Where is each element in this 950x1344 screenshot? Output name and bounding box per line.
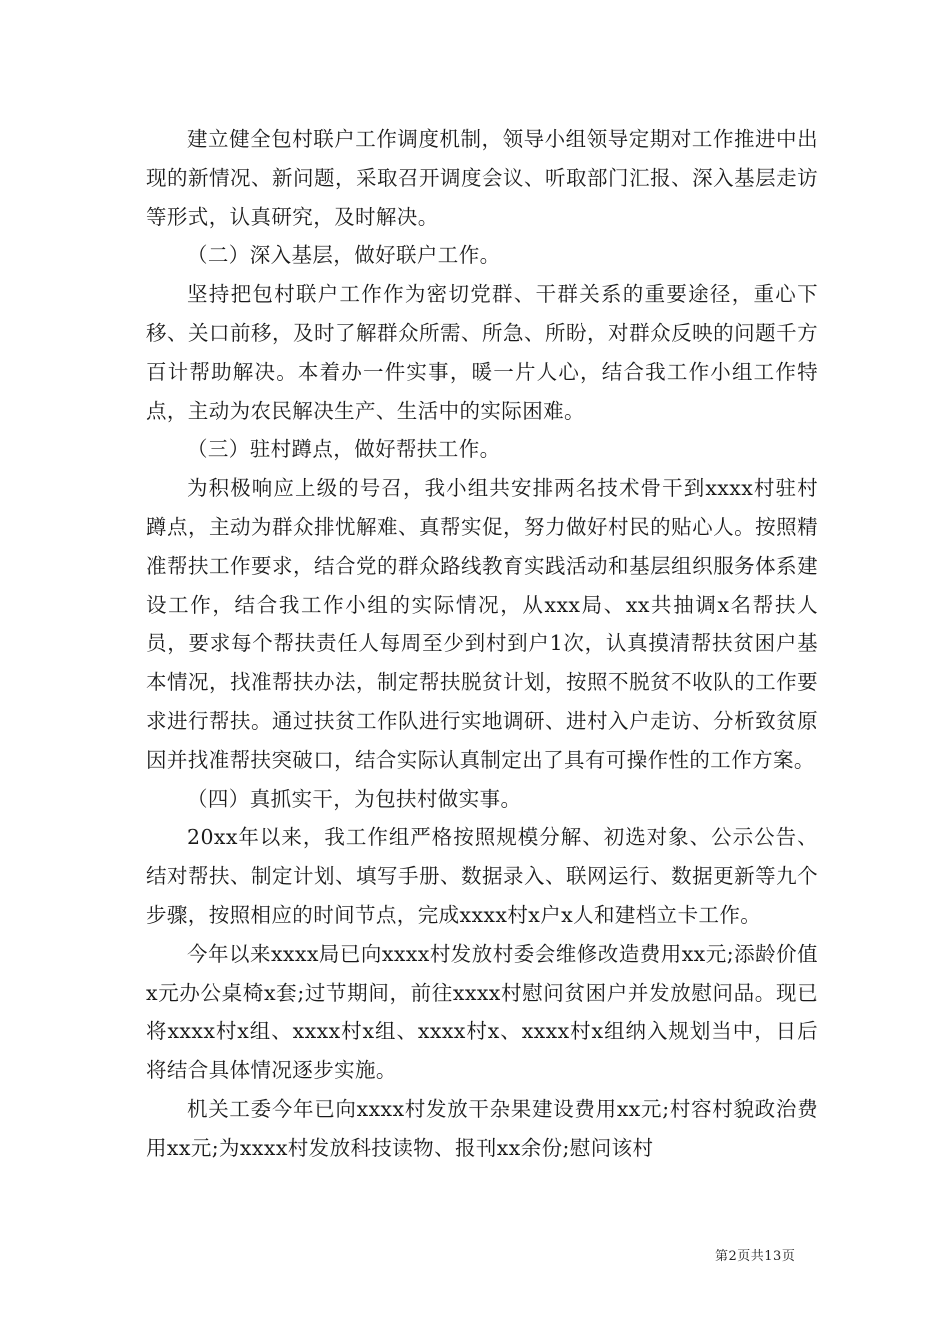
paragraph-dispatch-mechanism: 建立健全包村联户工作调度机制，领导小组领导定期对工作推进中出现的新情况、新问题，采取召开调度会议、听取部门汇报、深入基层走访等形式，认真研究，及时解决。 (146, 127, 818, 229)
section-heading-4: （四）真抓实干，为包扶村做实事。 (187, 786, 522, 811)
section-heading-3: （三）驻村蹲点，做好帮扶工作。 (187, 437, 501, 462)
paragraph-household-work: 坚持把包村联户工作作为密切党群、干群关系的重要途径，重心下移、关口前移，及时了解群众所需、所急、所盼，对群众反映的问题千方百计帮助解决。本着办一件实事，暖一片人心，结合我工作小组工作特点，主动为农民解决生产、生活中的实际困难。 (146, 282, 818, 423)
paragraph-committee-funding: 机关工委今年已向xxxx村发放干杂果建设费用xx元;村容村貌政治费用xx元;为xxxx村发放科技读物、报刊xx余份;慰问该村 (146, 1096, 818, 1160)
section-heading-2: （二）深入基层，做好联户工作。 (187, 243, 501, 268)
document-body (146, 120, 818, 1168)
paragraph-assistance-work: 为积极响应上级的号召，我小组共安排两名技术骨干到xxxx村驻村蹲点，主动为群众排忧解难、真帮实促，努力做好村民的贴心人。按照精准帮扶工作要求，结合党的群众路线教育实践活动和基层组织服务体系建设工作，结合我工作小组的实际情况，从xxx局、xx共抽调x名帮扶人员，要求每个帮扶责任人每周至少到村到户1次，认真摸清帮扶贫困户基本情况，找准帮扶办法，制定帮扶脱贫计划，按照不脱贫不收队的工作要求进行帮扶。通过扶贫工作队进行实地调研、进村入户走访、分析致贫原因并找准帮扶突破口，结合实际认真制定出了具有可操作性的工作方案。 (146, 476, 818, 772)
paragraph-bureau-funding: 今年以来xxxx局已向xxxx村发放村委会维修改造费用xx元;添龄价值x元办公桌椅x套;过节期间，前往xxxx村慰问贫困户并发放慰问品。现已将xxxx村x组、xxxx村x组、xxxx村x、xxxx村x组纳入规划当中，日后将结合具体情况逐步实施。 (146, 941, 818, 1083)
paragraph-steps: 20xx年以来，我工作组严格按照规模分解、初选对象、公示公告、结对帮扶、制定计划、填写手册、数据录入、联网运行、数据更新等九个步骤，按照相应的时间节点，完成xxxx村x户x人和建档立卡工作。 (146, 825, 818, 927)
page-number: 第2页共13页 (715, 1249, 796, 1264)
